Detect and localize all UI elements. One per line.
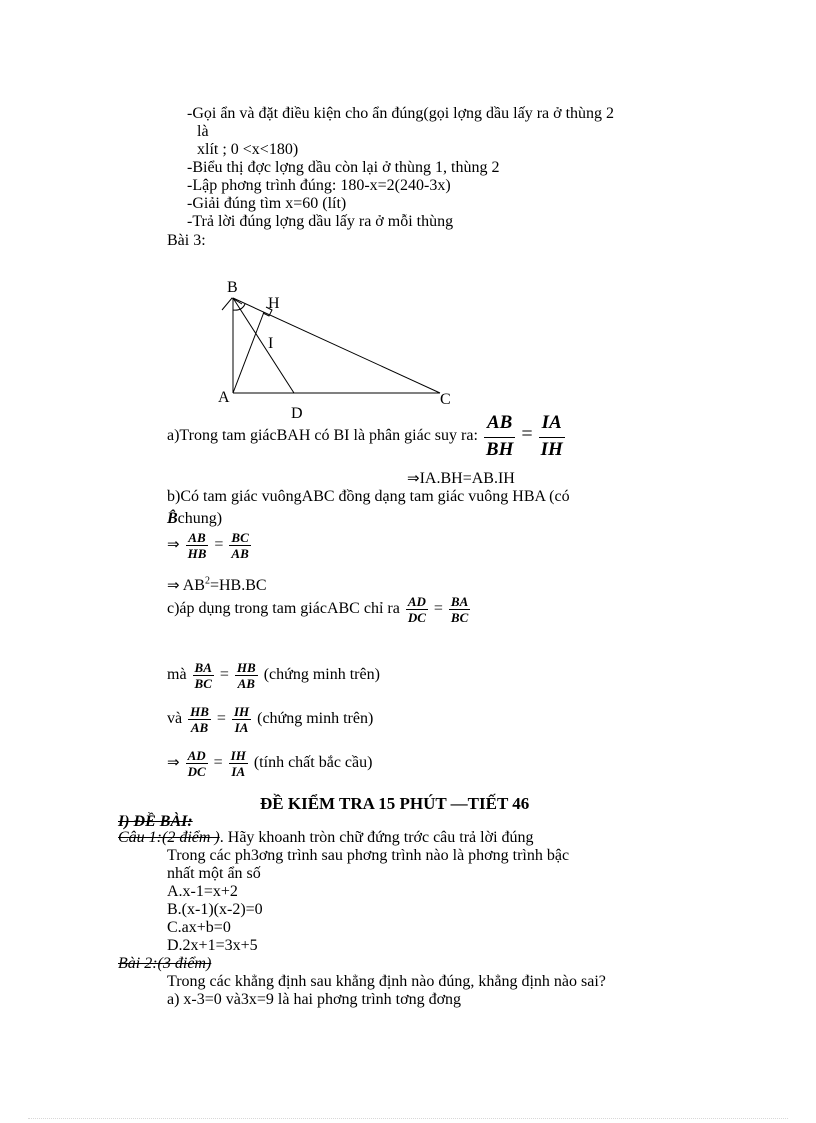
part-b-chung-line (167, 510, 222, 528)
exponent: 2 (204, 575, 210, 587)
part-a-result (407, 469, 515, 488)
equals-sign: = (521, 423, 533, 446)
solution-line-3: xlít ; 0 <x<180) (197, 141, 299, 158)
fraction-denominator: AB (190, 720, 209, 735)
result-text: IA.BH=AB.IH (419, 470, 515, 487)
fraction-denominator: HB (187, 546, 207, 561)
fraction-numerator: IH (233, 704, 250, 719)
solution-line-5: -Lập phơng trình đúng: 180-x=2(240-3x) (187, 177, 451, 194)
cau1-text: . Hãy khoanh tròn chữ đứng trớc câu trả lời đúng (219, 829, 534, 846)
fraction-numerator: AD (187, 748, 206, 763)
angle-b-hat-symbol: B̂ (167, 510, 178, 527)
bai2-statement-a: a) x-3=0 và3x=9 là hai phơng trình tơng đơng (167, 991, 462, 1008)
part-c-line (167, 594, 472, 625)
fraction-denominator: IA (231, 764, 246, 779)
fraction-ba-bc (193, 660, 214, 691)
option-b: B.(x-1)(x-2)=0 (167, 901, 263, 918)
fraction-ba-bc (449, 594, 470, 625)
equals-sign: = (433, 600, 443, 618)
solution-line-4: -Biểu thị đợc lợng dầu còn lại ở thùng 1, thùng 2 (187, 159, 500, 176)
label-a: A (218, 389, 230, 406)
result-text: =HB.BC (209, 577, 267, 594)
fraction-hb-ab (188, 704, 211, 735)
ma-text: mà (167, 666, 187, 684)
fraction-numerator: BA (194, 660, 212, 675)
fraction-denominator: AB (237, 676, 255, 691)
implies-arrow-icon: ⇒ (167, 576, 180, 594)
label-c: C (440, 391, 451, 408)
label-h: H (268, 295, 280, 312)
fraction-numerator: BA (450, 594, 469, 609)
equals-sign: = (219, 666, 229, 684)
triangle-figure (212, 278, 462, 423)
fraction-ia-ih (539, 411, 565, 462)
part-c-ma-line (167, 660, 380, 691)
option-a: A.x-1=x+2 (167, 883, 238, 900)
test-heading: I) ĐỀ BÀI: (118, 813, 193, 830)
fraction-denominator: IH (540, 439, 563, 460)
part-b-result-line (167, 576, 267, 595)
fraction-numerator: HB (190, 704, 209, 719)
note-text: (tính chất bắc cầu) (253, 754, 373, 772)
chung-text: chung) (177, 510, 223, 527)
part-a-line (167, 411, 567, 462)
bai3-heading: Bài 3: (167, 232, 206, 249)
fraction-denominator: IA (234, 720, 249, 735)
fraction-numerator: BC (231, 530, 249, 545)
fraction-ab-hb (186, 530, 209, 561)
fraction-ih-ia (232, 704, 251, 735)
fraction-denominator: AB (231, 546, 249, 561)
ab-text: AB (182, 577, 205, 594)
fraction-denominator: BH (485, 439, 514, 460)
fraction-ad-dc (406, 594, 428, 625)
part-c-va-line (167, 704, 373, 735)
equals-sign: = (213, 754, 223, 772)
test-title: ĐỀ KIỂM TRA 15 PHÚT —TIẾT 46 (260, 794, 530, 813)
fraction-denominator: DC (407, 610, 426, 625)
va-text: và (167, 710, 183, 728)
implies-arrow-icon: ⇒ (167, 753, 180, 772)
fraction-numerator: AD (407, 594, 426, 609)
fraction-denominator: DC (187, 764, 206, 779)
cau1-line (118, 829, 534, 847)
implies-arrow-icon: ⇒ (167, 535, 180, 554)
page-bottom-divider (28, 1118, 788, 1119)
fraction-ih-ia (229, 748, 248, 779)
bai2-question: Trong các khẳng định sau khẳng định nào đúng, khẳng định nào sai? (167, 973, 606, 990)
option-c: C.ax+b=0 (167, 919, 231, 936)
option-d: D.2x+1=3x+5 (167, 937, 258, 954)
part-c-text: c)áp dụng trong tam giácABC chỉ ra (167, 600, 400, 618)
fraction-numerator: AB (186, 530, 209, 546)
label-i: I (268, 335, 274, 352)
fraction-ab-bh (484, 411, 515, 462)
note-text: (chứng minh trên) (257, 710, 374, 728)
fraction-bc-ab (229, 530, 250, 561)
solution-line-6: -Giải đúng tìm x=60 (lít) (187, 195, 347, 212)
solution-line-1: -Gọi ẩn và đặt điều kiện cho ẩn đúng(gọi lợng dầu lấy ra ở thùng 2 (187, 105, 615, 122)
label-d: D (291, 405, 303, 422)
part-c-conclusion-line (167, 748, 372, 779)
cau1-label: Câu 1:(2 điểm ) (118, 829, 220, 846)
fraction-numerator: IA (539, 411, 565, 438)
equals-sign: = (214, 536, 224, 554)
fraction-numerator: IH (230, 748, 246, 763)
solution-line-2: là (197, 123, 209, 140)
part-b-line: b)Có tam giác vuôngABC đồng dạng tam giác vuông HBA (có (167, 488, 570, 505)
part-b-ratio-line (167, 530, 253, 561)
cau1-question-line-1: Trong các ph3ơng trình sau phơng trình nào là phơng trình bậc (167, 847, 570, 864)
segment-ah (233, 312, 264, 393)
fraction-denominator: BC (450, 610, 469, 625)
fraction-numerator: HB (236, 660, 256, 675)
fraction-hb-ab (235, 660, 258, 691)
implies-arrow-icon: ⇒ (407, 469, 420, 487)
bai2-label: Bài 2:(3 điểm) (118, 955, 212, 972)
solution-line-7: -Trả lời đúng lợng dầu lấy ra ở mỗi thùng (187, 213, 454, 230)
fraction-denominator: BC (194, 676, 212, 691)
fraction-ad-dc (186, 748, 208, 779)
note-text: (chứng minh trên) (263, 666, 380, 684)
label-b: B (227, 279, 238, 296)
part-a-text: a)Trong tam giácBAH có BI là phân giác suy ra: (167, 427, 478, 445)
cau1-question-line-2: nhất một ẩn số (167, 865, 261, 882)
equals-sign: = (216, 710, 226, 728)
fraction-numerator: AB (484, 411, 515, 438)
